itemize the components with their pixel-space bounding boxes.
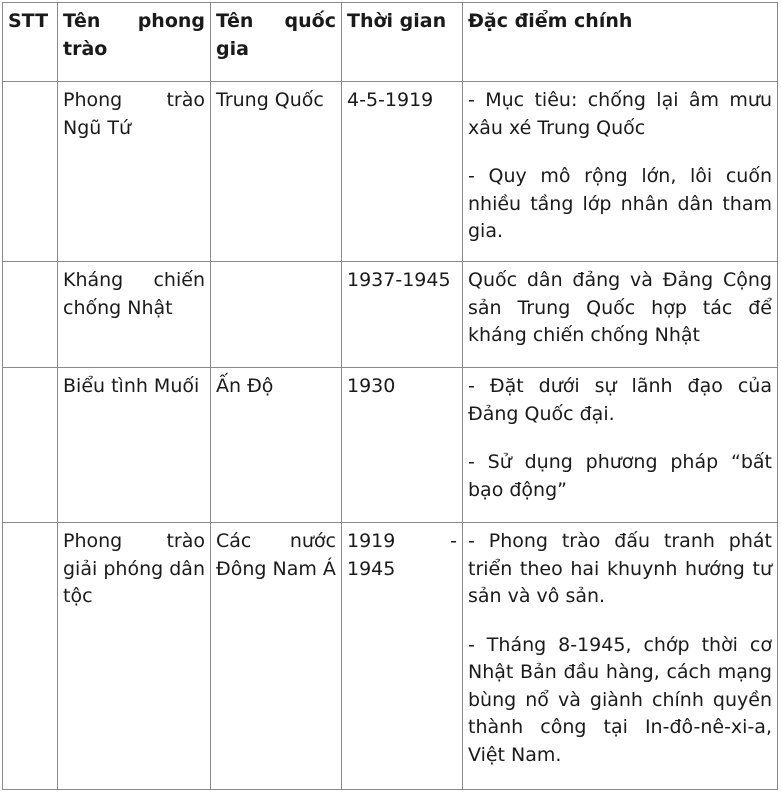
cell-features bbox=[463, 523, 778, 790]
header-movement-name: Tên phong trào bbox=[58, 3, 211, 82]
feature-item: - Đặt dưới sự lãnh đạo của Đảng Quốc đại. bbox=[468, 375, 772, 425]
header-country-name: Tên quốc gia bbox=[211, 3, 342, 82]
header-features: Đặc điểm chính bbox=[463, 3, 778, 82]
cell-time: 1930 bbox=[342, 368, 463, 523]
table-row bbox=[3, 262, 778, 368]
cell-stt bbox=[3, 82, 58, 262]
cell-features bbox=[463, 368, 778, 523]
movements-table bbox=[2, 2, 778, 790]
cell-features bbox=[463, 262, 778, 368]
feature-item: - Sử dụng phương pháp “bất bạo động” bbox=[468, 451, 772, 501]
cell-stt bbox=[3, 262, 58, 368]
cell-features bbox=[463, 82, 778, 262]
cell-time: 4-5-1919 bbox=[342, 82, 463, 262]
feature-item: Quốc dân đảng và Đảng Cộng sản Trung Quốc hợp tác để kháng chiến chống Nhật bbox=[468, 269, 772, 346]
cell-country-name: Trung Quốc bbox=[211, 82, 342, 262]
feature-item: - Quy mô rộng lớn, lôi cuốn nhiều tầng lớp nhân dân tham gia. bbox=[468, 165, 772, 242]
cell-time: 1937-1945 bbox=[342, 262, 463, 368]
cell-country-name bbox=[211, 262, 342, 368]
feature-item: - Tháng 8-1945, chớp thời cơ Nhật Bản đầu hàng, cách mạng bùng nổ và giành chính quyền thành công tại In-đô-nê-xi-a, Việt Nam. bbox=[468, 633, 772, 766]
header-stt: STT bbox=[3, 3, 58, 82]
table-row bbox=[3, 82, 778, 262]
cell-stt bbox=[3, 523, 58, 790]
table-row bbox=[3, 368, 778, 523]
header-time: Thời gian bbox=[342, 3, 463, 82]
cell-country-name: Các nước Đông Nam Á bbox=[211, 523, 342, 790]
cell-time: 1919 - 1945 bbox=[342, 523, 463, 790]
cell-movement-name: Kháng chiến chống Nhật bbox=[58, 262, 211, 368]
cell-movement-name: Phong trào giải phóng dân tộc bbox=[58, 523, 211, 790]
table-row bbox=[3, 523, 778, 790]
cell-country-name: Ấn Độ bbox=[211, 368, 342, 523]
cell-stt bbox=[3, 368, 58, 523]
cell-movement-name: Phong trào Ngũ Tứ bbox=[58, 82, 211, 262]
header-row bbox=[3, 3, 778, 82]
cell-movement-name: Biểu tình Muối bbox=[58, 368, 211, 523]
feature-item: - Phong trào đấu tranh phát triển theo hai khuynh hướng tư sản và vô sản. bbox=[468, 530, 772, 607]
feature-item: - Mục tiêu: chống lại âm mưu xâu xé Trung Quốc bbox=[468, 89, 772, 139]
